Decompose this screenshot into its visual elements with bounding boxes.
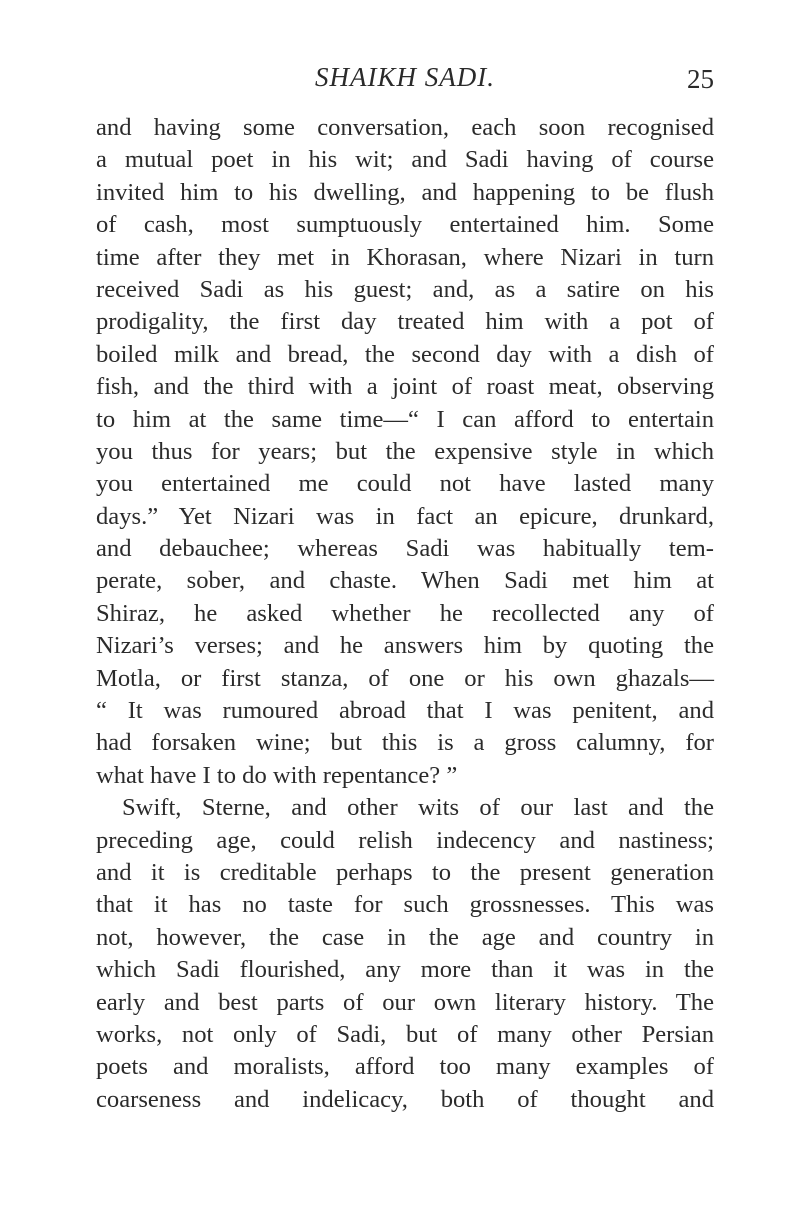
- text-line: you entertained me could not have lasted many: [96, 470, 714, 498]
- running-title: SHAIKH SADI.: [315, 62, 495, 92]
- text-line: perate, sober, and chaste. When Sadi met him at: [96, 567, 714, 595]
- text-line: that it has no taste for such grossnesses. This was: [96, 891, 714, 919]
- text-line: a mutual poet in his wit; and Sadi having of course: [96, 146, 714, 174]
- page-header: [96, 62, 714, 102]
- text-line: and debauchee; whereas Sadi was habitually tem-: [96, 535, 714, 563]
- text-line: Motla, or first stanza, of one or his own ghazals—: [96, 664, 714, 692]
- text-line: works, not only of Sadi, but of many other Persian: [96, 1020, 714, 1048]
- text-line: early and best parts of our own literary history. The: [96, 988, 714, 1016]
- text-line: invited him to his dwelling, and happening to be flush: [96, 178, 714, 206]
- text-line: “ It was rumoured abroad that I was penitent, and: [96, 697, 714, 725]
- text-line: preceding age, could relish indecency and nastiness;: [96, 826, 714, 854]
- text-line: coarseness and indelicacy, both of thought and: [96, 1085, 714, 1113]
- text-line: and it is creditable perhaps to the present generation: [96, 858, 714, 886]
- text-line: boiled milk and bread, the second day with a dish of: [96, 340, 714, 368]
- text-line: days.” Yet Nizari was in fact an epicure, drunkard,: [96, 502, 714, 530]
- text-line: you thus for years; but the expensive style in which: [96, 437, 714, 465]
- text-line: had forsaken wine; but this is a gross calumny, for: [96, 729, 714, 757]
- text-line: of cash, most sumptuously entertained him. Some: [96, 211, 714, 239]
- body-text: [96, 112, 714, 1116]
- text-line: received Sadi as his guest; and, as a satire on his: [96, 275, 714, 303]
- page-number: 25: [687, 64, 714, 94]
- text-line: Nizari’s verses; and he answers him by quoting the: [96, 632, 714, 660]
- text-line: fish, and the third with a joint of roast meat, observing: [96, 373, 714, 401]
- text-line: poets and moralists, afford too many examples of: [96, 1053, 714, 1081]
- text-line-paragraph-start: Swift, Sterne, and other wits of our last and the: [122, 794, 714, 822]
- text-line: to him at the same time—“ I can afford to entertain: [96, 405, 714, 433]
- text-line-paragraph-end: what have I to do with repentance? ”: [96, 761, 458, 789]
- text-line: prodigality, the first day treated him with a pot of: [96, 308, 714, 336]
- text-line: and having some conversation, each soon recognised: [96, 114, 714, 141]
- text-line: time after they met in Khorasan, where Nizari in turn: [96, 243, 714, 271]
- text-line: not, however, the case in the age and country in: [96, 923, 714, 951]
- text-line: which Sadi flourished, any more than it was in the: [96, 956, 714, 984]
- text-line: Shiraz, he asked whether he recollected any of: [96, 599, 714, 627]
